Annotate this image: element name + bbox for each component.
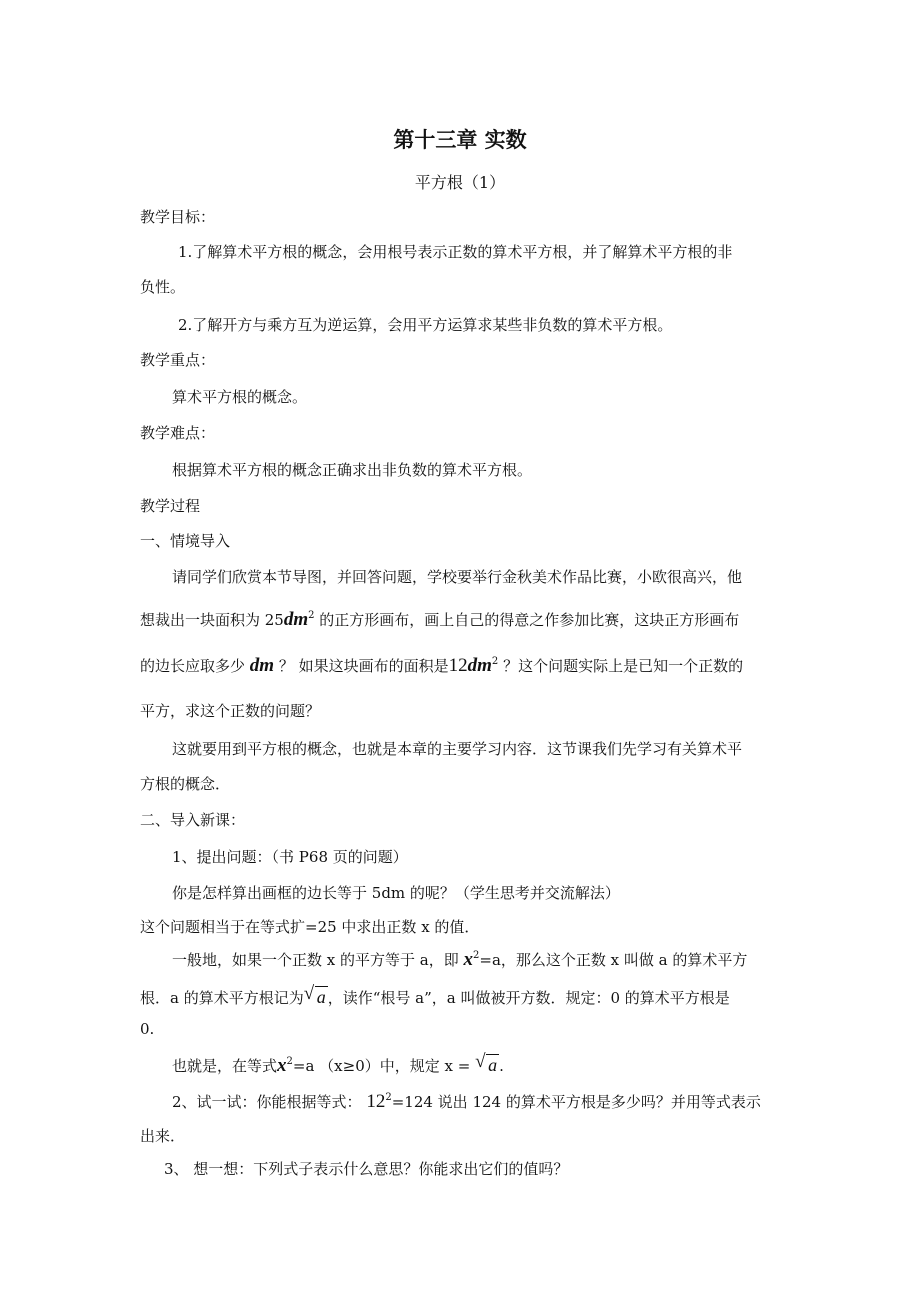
definition-line-2: 根．a 的算术平方根记为√ a ，读作“根号 a”，a 叫做被开方数．规定：0 的算术平方根是 (140, 987, 730, 1008)
para-1-line-1: 请同学们欣赏本节导图，并回答问题，学校要举行金秋美术作品比赛，小欧很高兴，他 (172, 568, 743, 586)
para-1-line-2: 想裁出一块面积为 $25dm^2$ 的正方形画布，画上自己的得意之作参加比赛，这块正方形画布 (140, 609, 740, 630)
difficulty-label: 教学难点： (140, 424, 216, 442)
goal-1-line-2: 负性。 (140, 278, 186, 296)
difficulty-text: 根据算术平方根的概念正确求出非负数的算术平方根。 (172, 461, 533, 479)
step-1-equation: 这个问题相当于在等式扩=25 中求出正数 x 的值． (140, 918, 480, 936)
also-line: 也就是，在等式$x^2=a$ （x≥0）中，规定 x = √ a . (172, 1055, 504, 1076)
focus-text: 算术平方根的概念。 (172, 388, 308, 406)
step-1-question: 你是怎样算出画框的边长等于 5dm 的呢？（学生思考并交流解法） (172, 884, 620, 902)
subtitle: 平方根（1） (414, 173, 506, 192)
step-3: 3、 想一想：下列式子表示什么意思？你能求出它们的值吗？ (164, 1160, 569, 1178)
step-1: 1、提出问题：（书 P68 页的问题） (172, 848, 408, 866)
process-label: 教学过程 (140, 497, 201, 515)
page-title: 第十三章 实数 (393, 128, 527, 152)
definition-line-1: 一般地，如果一个正数 x 的平方等于 a，即 $x^2=a$，那么这个正数 x 叫做 a 的算术平方 (172, 949, 748, 970)
goals-label: 教学目标： (140, 208, 216, 226)
focus-label: 教学重点： (140, 351, 216, 369)
para-1-line-3: 的边长应取多少 dm ？ 如果这块画布的面积是$12dm^2$ ？这个问题实际上是已知一个正数的 (140, 655, 744, 676)
section-2-heading: 二、导入新课： (140, 811, 246, 829)
step-2-line-1: 2、试一试：你能根据等式： $12^2=124$ 说出 124 的算术平方根是多少吗？并用等式表示 (172, 1091, 761, 1112)
para-2-line-1: 这就要用到平方根的概念，也就是本章的主要学习内容．这节课我们先学习有关算术平 (172, 740, 743, 758)
definition-line-3: 0. (140, 1020, 155, 1038)
goal-2: 2.了解开方与乘方互为逆运算，会用平方运算求某些非负数的算术平方根。 (178, 316, 673, 334)
step-2-line-2: 出来． (140, 1127, 186, 1145)
sqrt-a: √ a (304, 987, 328, 1007)
goal-1-line-1: 1.了解算术平方根的概念，会用根号表示正数的算术平方根，并了解算术平方根的非 (178, 243, 733, 261)
section-1-heading: 一、情境导入 (140, 532, 231, 550)
para-1-line-4: 平方，求这个正数的问题？ (140, 702, 321, 720)
sqrt-a-2: √ a (475, 1055, 499, 1075)
para-2-line-2: 方根的概念． (140, 775, 231, 793)
